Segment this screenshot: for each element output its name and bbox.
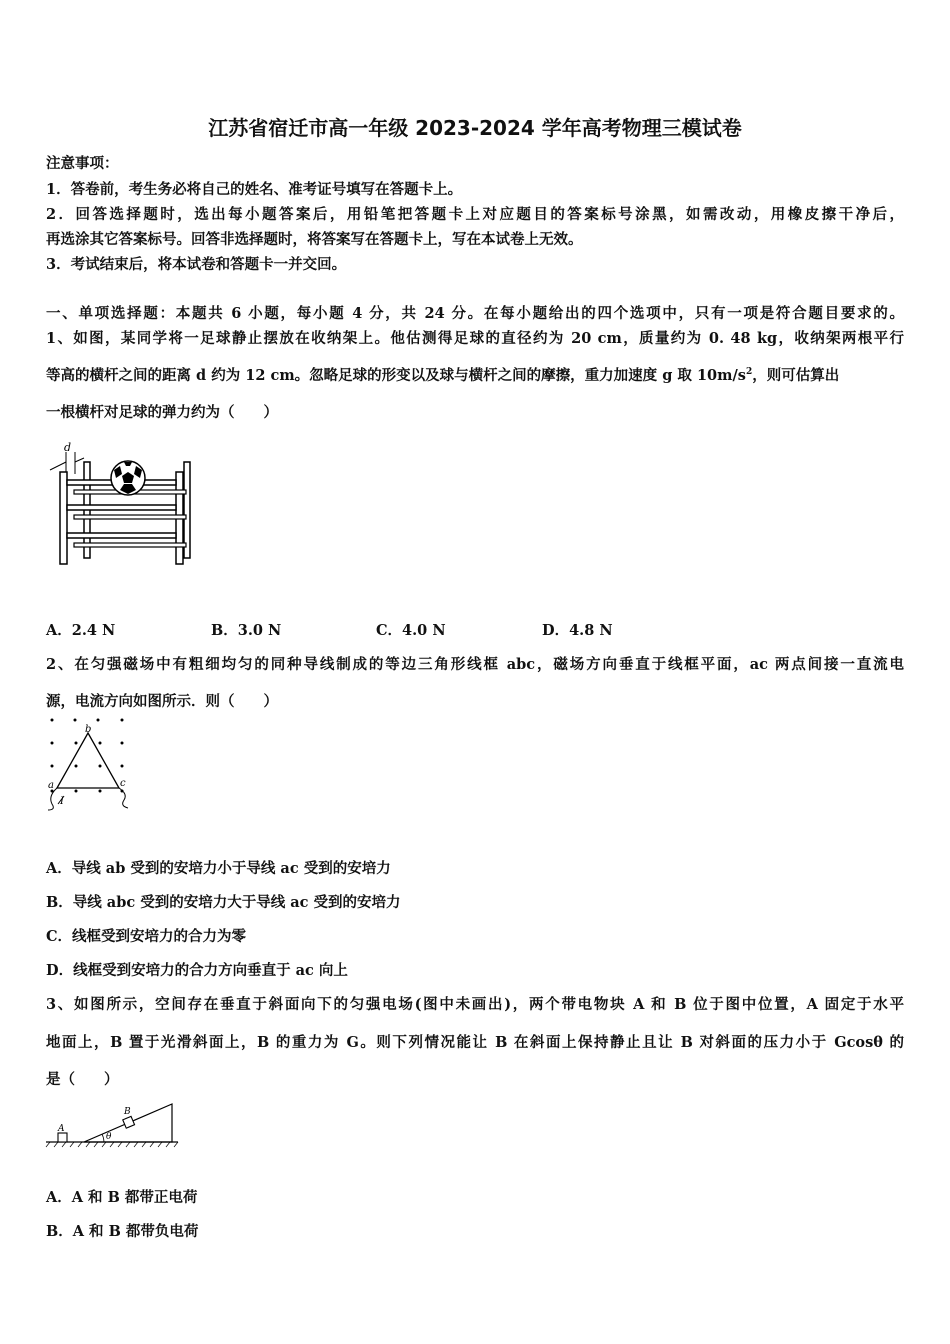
q1-option-c[interactable]: C．4.0 N — [376, 622, 446, 639]
q1-line-2-tail: ，则可估算出 — [752, 367, 840, 384]
triangle-abc — [57, 733, 119, 788]
notice-item-1: 1．答卷前，考生务必将自己的姓名、准考证号填写在答题卡上。 — [46, 181, 463, 198]
q1-line-3: 一根横杆对足球的弹力约为（ ） — [46, 404, 278, 421]
theta-label: θ — [106, 1132, 112, 1142]
block-a — [58, 1133, 67, 1142]
angle-arc — [102, 1134, 104, 1142]
section-1-heading: 一、单项选择题：本题共 6 小题，每小题 4 分，共 24 分。在每小题给出的四个选项中，只有一项是符合题目要求的。 — [46, 305, 904, 322]
notice-item-3: 3．考试结束后，将本试卷和答题卡一并交回。 — [46, 256, 347, 273]
vertex-b-label: b — [85, 724, 92, 735]
vertex-a-label: a — [48, 780, 54, 791]
q2-option-a[interactable]: A．导线 ab 受到的安培力小于导线 ac 受到的安培力 — [46, 860, 391, 877]
rack-front-left-post — [60, 472, 67, 564]
q2-option-d[interactable]: D．线框受到安培力的合力方向垂直于 ac 向上 — [46, 962, 348, 979]
q3-option-a[interactable]: A．A 和 B 都带正电荷 — [46, 1189, 198, 1206]
q1-option-a[interactable]: A．2.4 N — [46, 622, 116, 639]
q1-option-b[interactable]: B．3.0 N — [211, 622, 282, 639]
q2-option-c[interactable]: C．线框受到安培力的合力为零 — [46, 928, 247, 945]
block-b-label: B — [124, 1107, 131, 1117]
d-arrow-right — [75, 458, 84, 462]
q3-line-1: 3、如图所示，空间存在垂直于斜面向下的匀强电场(图中未画出)，两个带电物块 A 和 B 位于图中位置，A 固定于水平 — [46, 996, 904, 1013]
q1-shoe-rack-figure — [44, 438, 194, 566]
d-arrow-left — [50, 462, 66, 470]
q1-superscript: 2 — [745, 367, 753, 378]
q3-option-b[interactable]: B．A 和 B 都带负电荷 — [46, 1223, 199, 1240]
q1-option-d[interactable]: D．4.8 N — [542, 622, 613, 639]
q1-line-2-text: 等高的横杆之间的距离 d 约为 12 cm。忽略足球的形变以及球与横杆之间的摩擦，重力加速度 g 取 10m/s — [46, 367, 746, 384]
q3-incline-figure — [44, 1098, 184, 1150]
notice-heading: 注意事项： — [46, 155, 119, 172]
vertex-c-label: c — [120, 778, 126, 789]
q1-line-1: 1、如图，某同学将一足球静止摆放在收纳架上。他估测得足球的直径约为 20 cm，质量约为 0. 48 kg，收纳架两根平行 — [46, 330, 904, 347]
q3-line-3: 是（ ） — [46, 1071, 119, 1088]
q3-line-2: 地面上，B 置于光滑斜面上，B 的重力为 G。则下列情况能让 B 在斜面上保持静止且让 B 对斜面的压力小于 Gcosθ 的 — [46, 1034, 904, 1051]
soccer-ball-icon — [111, 461, 145, 495]
q2-triangle-figure — [40, 712, 135, 812]
block-a-label: A — [58, 1124, 65, 1134]
d-label: d — [64, 441, 72, 454]
q1-line-2 — [46, 364, 839, 385]
exam-title: 江苏省宿迁市高一年级 2023-2024 学年高考物理三模试卷 — [208, 116, 742, 140]
current-label: I — [60, 796, 64, 807]
block-b — [123, 1116, 135, 1128]
q2-line-2: 源，电流方向如图所示．则（ ） — [46, 693, 278, 710]
notice-item-2-cont: 再选涂其它答案标号。回答非选择题时，将答案写在答题卡上，写在本试卷上无效。 — [46, 231, 583, 248]
notice-item-2: 2．回答选择题时，选出每小题答案后，用铅笔把答题卡上对应题目的答案标号涂黑，如需改动，用橡皮擦干净后， — [46, 206, 904, 223]
q2-line-1: 2、在匀强磁场中有粗细均匀的同种导线制成的等边三角形线框 abc，磁场方向垂直于线框平面，ac 两点间接一直流电 — [46, 656, 904, 673]
q2-option-b[interactable]: B．导线 abc 受到的安培力大于导线 ac 受到的安培力 — [46, 894, 401, 911]
ground-hatching — [46, 1142, 178, 1147]
